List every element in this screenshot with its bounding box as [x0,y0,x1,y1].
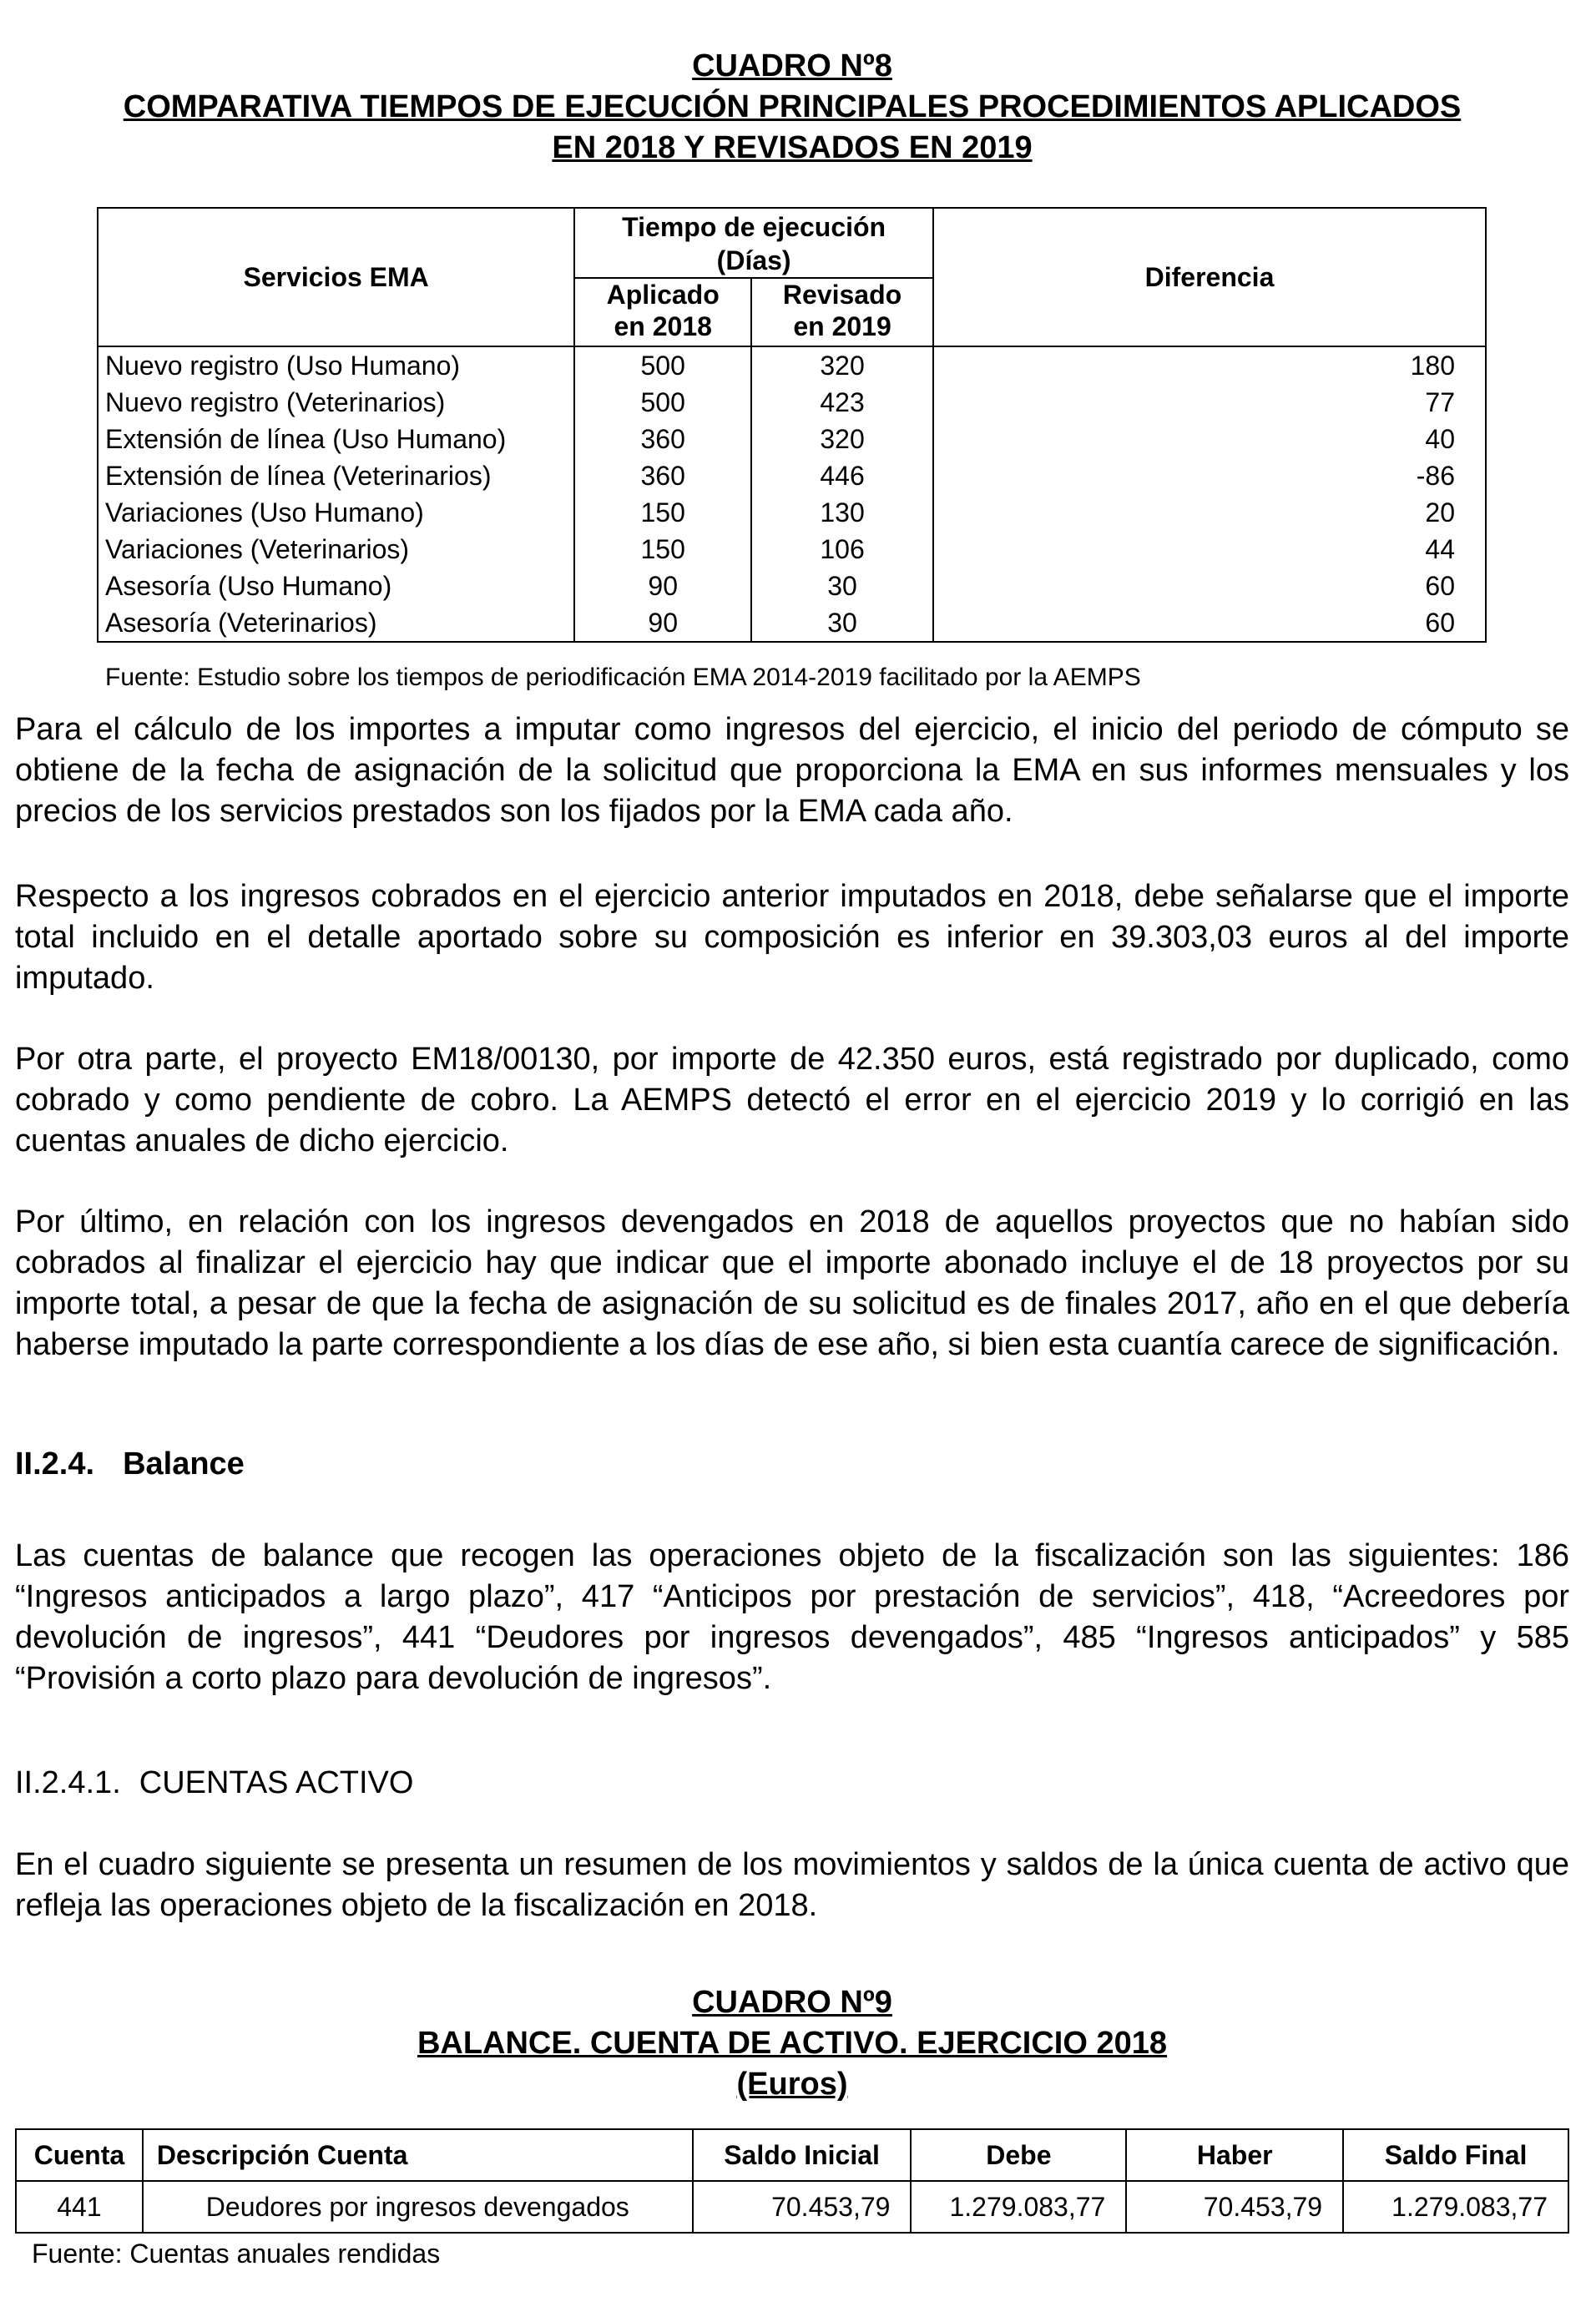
cell-servicio: Asesoría (Veterinarios) [98,604,574,642]
cuadro8-table [97,207,1487,643]
cell-aplicado: 360 [574,421,751,457]
paragraph: Por último, en relación con los ingresos devengados en 2018 de aquellos proyectos que no habían sido cobrados al finalizar el ejercicio hay que indicar que el importe abonado incluye el de 18 proyectos por su importe total, a pesar de que la fecha de asignación de su solicitud es de finales 2017, año en el que debería haberse imputado la parte correspondiente a los días de ese año, si bien esta cuantía carece de significación. [15,1204,1569,1362]
paragraph: Respecto a los ingresos cobrados en el ejercicio anterior imputados en 2018, debe señalarse que el importe total incluido en el detalle aportado sobre su composición es inferior en 39.303,03 euros al del importe imputado. [15,879,1569,996]
section-heading-balance [15,1444,245,1485]
heading-number: II.2.4.1. [15,1765,121,1800]
cell-aplicado: 500 [574,384,751,421]
header-tiempo-line2: (Días) [716,245,791,275]
cell-revisado: 446 [751,457,933,494]
cell-aplicado: 150 [574,531,751,568]
cuadro8-title-block [15,46,1569,169]
cell-diferencia: 40 [933,421,1486,457]
cuadro9-title: BALANCE. CUENTA DE ACTIVO. EJERCICIO 2018 [417,2026,1168,2061]
table-row [98,384,1486,421]
table-row [98,604,1486,642]
cell-diferencia: 20 [933,494,1486,531]
cell-revisado: 106 [751,531,933,568]
header-debe: Debe [911,2129,1126,2181]
cuadro9-table [15,2128,1569,2234]
cuadro9-source: Fuente: Cuentas anuales rendidas [32,2239,441,2269]
cell-revisado: 320 [751,346,933,384]
header-tiempo-line1: Tiempo de ejecución [622,212,886,242]
heading-title: CUENTAS ACTIVO [139,1765,414,1800]
cell-revisado: 423 [751,384,933,421]
cell-revisado: 320 [751,421,933,457]
cuadro9-number: CUADRO Nº9 [692,1985,892,2020]
header-revisado [751,278,933,346]
heading-number: II.2.4. [15,1446,95,1482]
header-aplicado [574,278,751,346]
header-saldo-final: Saldo Final [1343,2129,1568,2181]
cell-aplicado: 90 [574,568,751,604]
header-haber: Haber [1126,2129,1343,2181]
cell-diferencia: 180 [933,346,1486,384]
cell-diferencia: 77 [933,384,1486,421]
cell-servicio: Asesoría (Uso Humano) [98,568,574,604]
heading-title: Balance [123,1446,245,1482]
cell-servicio: Nuevo registro (Veterinarios) [98,384,574,421]
paragraph: Por otra parte, el proyecto EM18/00130, por importe de 42.350 euros, está registrado por duplicado, como cobrado y como pendiente de cobro. La AEMPS detectó el error en el ejercicio 2019 y lo corrigió en las cuentas anuales de dicho ejercicio. [15,1042,1569,1158]
header-diferencia: Diferencia [933,208,1486,346]
table-row [98,346,1486,384]
header-aplicado-line2: en 2018 [614,311,712,341]
section-heading-cuentas-activo [15,1763,413,1804]
cell-haber: 70.453,79 [1126,2181,1343,2233]
cell-servicio: Extensión de línea (Veterinarios) [98,457,574,494]
cell-diferencia: 60 [933,604,1486,642]
table-row [16,2181,1568,2233]
paragraph: En el cuadro siguiente se presenta un resumen de los movimientos y saldos de la única cuenta de activo que refleja las operaciones objeto de la fiscalización en 2018. [15,1847,1569,1923]
cell-servicio: Nuevo registro (Uso Humano) [98,346,574,384]
header-cuenta: Cuenta [16,2129,143,2181]
paragraph: Para el cálculo de los importes a imputar como ingresos del ejercicio, el inicio del periodo de cómputo se obtiene de la fecha de asignación de la solicitud que proporciona la EMA en sus informes mensuales y los precios de los servicios prestados son los fijados por la EMA cada año. [15,712,1569,829]
cuadro8-title-line1: COMPARATIVA TIEMPOS DE EJECUCIÓN PRINCIPALES PROCEDIMIENTOS APLICADOS [123,89,1462,124]
cell-cuenta: 441 [16,2181,143,2233]
cell-aplicado: 90 [574,604,751,642]
cuadro8-number: CUADRO Nº8 [692,48,892,83]
cell-saldo-inicial: 70.453,79 [693,2181,912,2233]
table-row [98,421,1486,457]
cell-diferencia: 44 [933,531,1486,568]
cell-saldo-final: 1.279.083,77 [1343,2181,1568,2233]
header-tiempo-ejecucion [574,208,933,278]
header-aplicado-line1: Aplicado [606,280,720,310]
header-descripcion: Descripción Cuenta [143,2129,693,2181]
paragraph: Las cuentas de balance que recogen las operaciones objeto de la fiscalización son las siguientes: 186 “Ingresos anticipados a largo plazo”, 417 “Anticipos por prestación de servicios”, 418, “Acreedores por devolución de ingresos”, 441 “Deudores por ingresos devengados”, 485 “Ingresos anticipados” y 585 “Provisión a corto plazo para devolución de ingresos”. [15,1538,1569,1696]
cell-aplicado: 150 [574,494,751,531]
cuadro9-unit: (Euros) [736,2067,848,2102]
cell-aplicado: 360 [574,457,751,494]
cuadro8-title-line2: EN 2018 Y REVISADOS EN 2019 [552,130,1033,165]
cell-revisado: 30 [751,568,933,604]
header-servicios-ema: Servicios EMA [98,208,574,346]
cuadro9-title-block [15,1982,1569,2105]
header-saldo-inicial: Saldo Inicial [693,2129,912,2181]
header-revisado-line1: Revisado [782,280,902,310]
header-revisado-line2: en 2019 [793,311,891,341]
table-row [98,457,1486,494]
table-row [98,494,1486,531]
cell-diferencia: -86 [933,457,1486,494]
cell-servicio: Extensión de línea (Uso Humano) [98,421,574,457]
cell-descripcion: Deudores por ingresos devengados [143,2181,693,2233]
cuadro8-source: Fuente: Estudio sobre los tiempos de periodificación EMA 2014-2019 facilitado por la AEMPS [105,664,1141,691]
cell-revisado: 30 [751,604,933,642]
table-row [98,531,1486,568]
cell-servicio: Variaciones (Veterinarios) [98,531,574,568]
cell-aplicado: 500 [574,346,751,384]
cell-debe: 1.279.083,77 [911,2181,1126,2233]
cell-servicio: Variaciones (Uso Humano) [98,494,574,531]
table-row [98,568,1486,604]
cell-revisado: 130 [751,494,933,531]
cell-diferencia: 60 [933,568,1486,604]
